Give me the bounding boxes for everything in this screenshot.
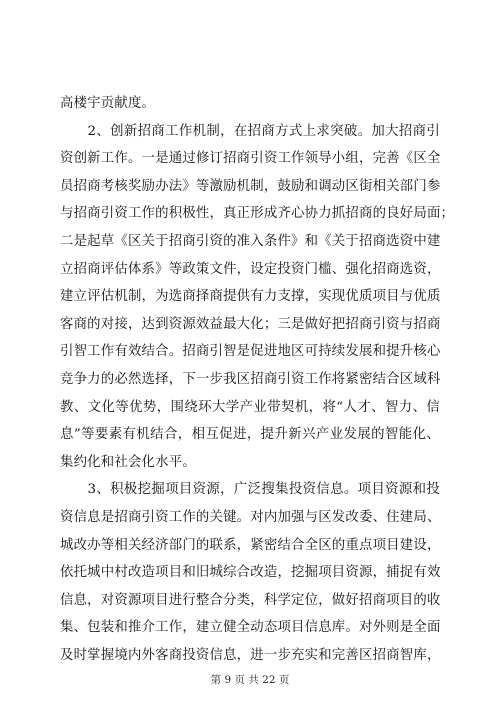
document-body — [60, 90, 455, 669]
text-line: 客商的对接，达到资源效益最大化；三是做好把招商引资与招商 — [60, 316, 441, 332]
text-line: 资创新工作。一是通过修订招商引资工作领导小组，完善《区全 — [60, 151, 441, 167]
text-line: 及时掌握境内外客商投资信息，进一步充实和完善区招商智库， — [60, 647, 441, 663]
text-line: 教、文化等优势，围绕环大学产业带契机，将“人才、智力、信 — [60, 399, 440, 415]
text-line: 依托城中村改造项目和旧城综合改造，挖掘项目资源，捕捉有效 — [60, 565, 441, 581]
text-line: 息”等要素有机结合，相互促进，提升新兴产业发展的智能化、 — [60, 427, 440, 443]
text-line: 引智工作有效结合。招商引智是促进地区可持续发展和提升核心 — [60, 344, 441, 360]
text-line: 城改办等相关经济部门的联系，紧密结合全区的重点项目建设， — [60, 537, 441, 553]
text-line: 二是起草《区关于招商引资的准入条件》和《关于招商选资中建 — [60, 233, 441, 249]
text-line: 立招商评估体系》等政策文件，设定投资门槛、强化招商选资， — [60, 261, 441, 277]
text-line: 集约化和社会化水平。 — [60, 454, 196, 470]
text-line: 员招商考核奖励办法》等激励机制，鼓励和调动区街相关部门参 — [60, 178, 441, 194]
text-line: 高楼宇贡献度。 — [60, 96, 156, 111]
text-line: 2、创新招商工作机制，在招商方式上求突破。加大招商引 — [60, 123, 440, 139]
text-line: 建立评估机制，为选商择商提供有力支撑，实现优质项目与优质 — [60, 289, 441, 305]
text-line: 与招商引资工作的积极性，真正形成齐心协力抓招商的良好局面； — [60, 206, 455, 222]
text-line: 集、包装和推介工作，建立健全动态项目信息库。对外则是全面 — [60, 620, 441, 636]
text-line: 3、积极挖掘项目资源，广泛搜集投资信息。项目资源和投 — [60, 482, 440, 498]
text-line: 竞争力的必然选择，下一步我区招商引资工作将紧密结合区域科 — [60, 371, 441, 387]
text-line: 信息，对资源项目进行整合分类，科学定位，做好招商项目的收 — [60, 592, 441, 608]
page-footer: 第 9 页 共 22 页 — [210, 674, 290, 686]
text-line: 资信息是招商引资工作的关键。对内加强与区发改委、住建局、 — [60, 509, 441, 525]
